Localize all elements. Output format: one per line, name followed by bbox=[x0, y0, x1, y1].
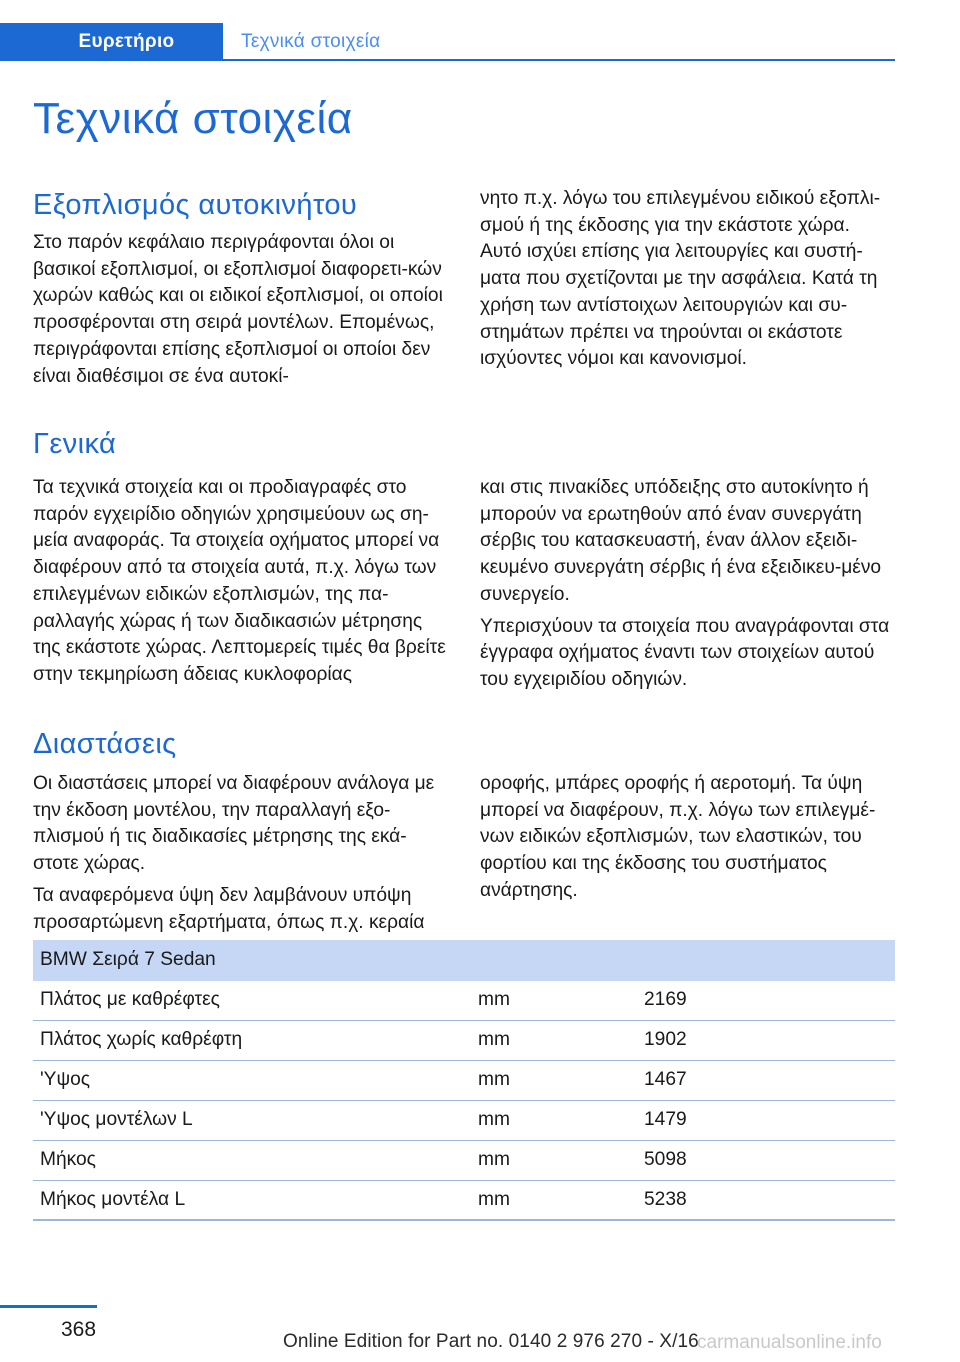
table-row bbox=[33, 1100, 895, 1140]
paragraph: Στο παρόν κεφάλαιο περιγράφονται όλοι οι βασικοί εξοπλισμοί, οι εξοπλισμοί διαφορετι-κών χωρών καθώς και οι ειδικοί εξοπλισμοί, οι οποίοι προσφέρονται στη σειρά μοντέλων. Επομένως, περιγράφονται επίσης εξοπλισμοί οι οποίοι δεν είναι διαθέσιμοι σε ένα αυτοκί- bbox=[33, 232, 443, 387]
row-unit: mm bbox=[471, 1180, 637, 1220]
equipment-column-left bbox=[33, 230, 448, 390]
table-row bbox=[33, 1060, 895, 1100]
row-value: 2169 bbox=[637, 980, 895, 1020]
row-label: Πλάτος χωρίς καθρέφτη bbox=[33, 1020, 471, 1060]
section-heading-equipment: Εξοπλισμός αυτοκινήτου bbox=[33, 189, 358, 221]
section-heading-general: Γενικά bbox=[33, 428, 117, 460]
header-tab-bar bbox=[0, 23, 895, 61]
footer-rule bbox=[0, 1305, 97, 1308]
paragraph: Τα αναφερόμενα ύψη δεν λαμβάνουν υπόψη προσαρτώμενη εξαρτήματα, όπως π.χ. κεραία bbox=[33, 884, 425, 933]
paragraph: οροφής, μπάρες οροφής ή αεροτομή. Τα ύψη μπορεί να διαφέρουν, π.χ. λόγω των επιλεγμέ-νων ειδικών εξοπλισμών, των ελαστικών, του φορτίου και της έκδοσης του συστήματος ανάρτησης. bbox=[480, 773, 876, 901]
row-value: 1902 bbox=[637, 1020, 895, 1060]
page-title: Τεχνικά στοιχεία bbox=[33, 94, 353, 143]
row-unit: mm bbox=[471, 1060, 637, 1100]
tab-index[interactable]: Ευρετήριο bbox=[0, 23, 223, 61]
table-row bbox=[33, 1180, 895, 1220]
row-unit: mm bbox=[471, 1100, 637, 1140]
general-column-left bbox=[33, 475, 448, 689]
header-divider bbox=[0, 59, 895, 61]
row-unit: mm bbox=[471, 1140, 637, 1180]
row-value: 1479 bbox=[637, 1100, 895, 1140]
dimensions-column-left bbox=[33, 771, 448, 936]
table-row bbox=[33, 980, 895, 1020]
row-label: Μήκος bbox=[33, 1140, 471, 1180]
paragraph: και στις πινακίδες υπόδειξης στο αυτοκίνητο ή μπορούν να ερωτηθούν από έναν συνεργάτη σέρβις του κατασκευαστή, έναν άλλον εξειδι-κευμένο συνεργάτη σέρβις ή ένα εξειδικευ-μένο συνεργείο. bbox=[480, 477, 882, 605]
row-value: 5098 bbox=[637, 1140, 895, 1180]
row-value: 1467 bbox=[637, 1060, 895, 1100]
footer-edition: Online Edition for Part no. 0140 2 976 270 - X/16 bbox=[283, 1331, 699, 1352]
paragraph: Οι διαστάσεις μπορεί να διαφέρουν ανάλογα με την έκδοση μοντέλου, την παραλλαγή εξο-πλισμού ή τις διαδικασίες μέτρησης της εκά-στοτε χώρας. bbox=[33, 773, 435, 875]
row-unit: mm bbox=[471, 1020, 637, 1060]
paragraph: Τα τεχνικά στοιχεία και οι προδιαγραφές στο παρόν εγχειρίδιο οδηγιών χρησιμεύουν ως ση-μεία αναφοράς. Τα στοιχεία οχήματος μπορεί να διαφέρουν από τα στοιχεία αυτά, π.χ. λόγω των επιλεγμένων ειδικών εξοπλισμών, της πα-ραλλαγής χώρας ή των διαδικασιών μέτρησης της εκάστοτε χώρας. Λεπτομερείς τιμές θα βρείτε στην τεκμηρίωση άδειας κυκλοφορίας bbox=[33, 477, 446, 685]
general-column-right bbox=[480, 475, 895, 694]
section-heading-dimensions: Διαστάσεις bbox=[33, 728, 177, 760]
paragraph: Υπερισχύουν τα στοιχεία που αναγράφονται στα έγγραφα οχήματος έναντι των στοιχείων αυτού του εγχειριδίου οδηγιών. bbox=[480, 615, 890, 690]
paragraph: νητο π.χ. λόγω του επιλεγμένου ειδικού εξοπλι-σμού ή της έκδοσης για την εκάστοτε χώρα. Αυτό ισχύει επίσης για λειτουργίες και συστή-ματα που σχετίζονται με την ασφάλεια. Κατά τη χρήση των αντίστοιχων λειτουργιών και συ-στημάτων πρέπει να τηρούνται οι εκάστοτε ισχύοντες νόμοι και κανονισμοί. bbox=[480, 188, 881, 370]
footer-watermark: carmanualsonline.info bbox=[697, 1332, 882, 1353]
row-label: Μήκος μοντέλα L bbox=[33, 1180, 471, 1220]
table-row bbox=[33, 1140, 895, 1180]
row-label: Πλάτος με καθρέφτες bbox=[33, 980, 471, 1020]
table-header-cell: BMW Σειρά 7 Sedan bbox=[33, 940, 895, 980]
table-row bbox=[33, 1020, 895, 1060]
row-unit: mm bbox=[471, 980, 637, 1020]
equipment-column-right bbox=[480, 186, 895, 373]
dimensions-table bbox=[33, 940, 895, 1221]
tab-technical-data[interactable]: Τεχνικά στοιχεία bbox=[241, 31, 381, 52]
dimensions-column-right bbox=[480, 771, 895, 905]
row-label: 'Υψος bbox=[33, 1060, 471, 1100]
page-number: 368 bbox=[61, 1318, 97, 1341]
table-header-row bbox=[33, 940, 895, 980]
row-label: 'Υψος μοντέλων L bbox=[33, 1100, 471, 1140]
row-value: 5238 bbox=[637, 1180, 895, 1220]
